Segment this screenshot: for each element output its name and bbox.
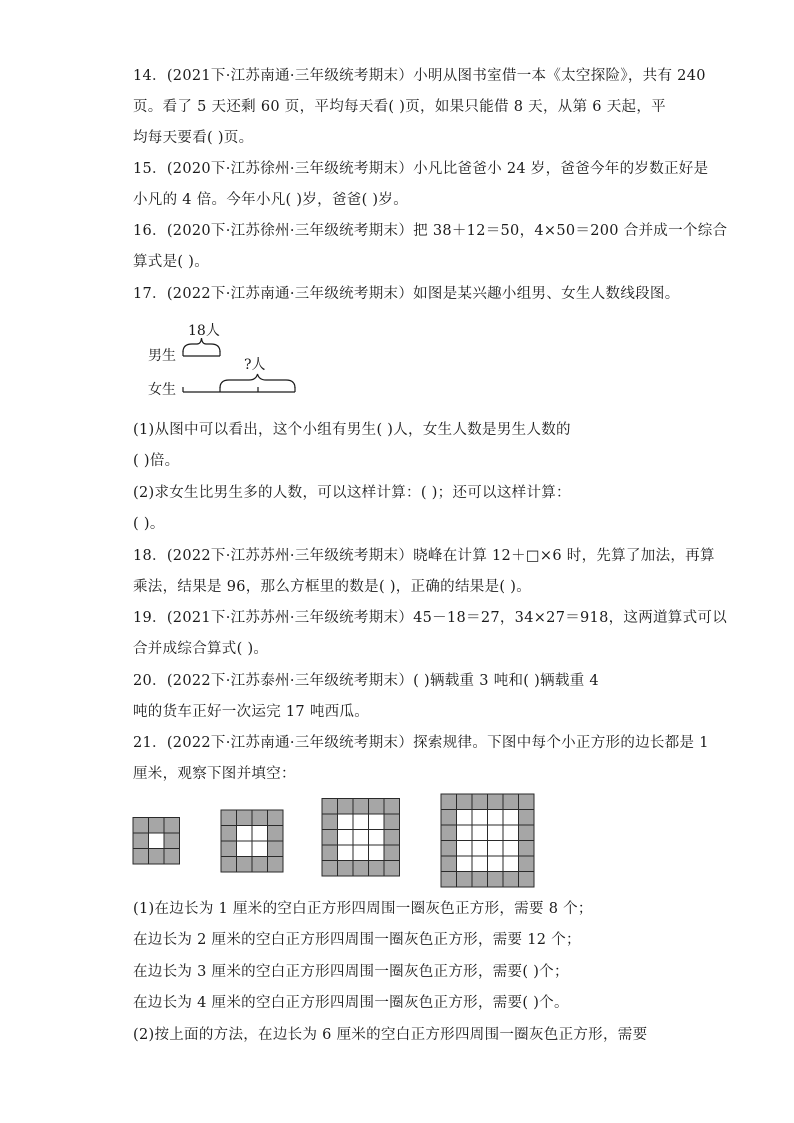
gray-cell [237,857,253,873]
white-cell [369,814,385,830]
square-figure-1 [133,818,180,865]
white-cell [353,830,369,846]
gray-cell [149,849,165,865]
white-cell [353,845,369,861]
q16-line-1: 16．(2020下·江苏徐州·三年级统考期末）把 38＋12＝50，4×50＝200 合并成一个综合 [133,223,728,239]
white-cell [457,856,473,872]
white-cell [252,841,268,857]
gray-cell [322,845,338,861]
q19-line-2: 合并成综合算式( )。 [133,641,269,657]
q21-sub1-line-4: 在边长为 4 厘米的空白正方形四周围一圈灰色正方形，需要( )个。 [133,995,569,1011]
q20-line-1: 20．(2022下·江苏泰州·三年级统考期末）( )辆载重 3 吨和( )辆载重 4 [133,673,599,689]
gray-cell [268,826,284,842]
gray-cell [441,841,457,857]
q17-sub1-line-2: ( )倍。 [133,453,180,469]
gray-cell [441,872,457,888]
gray-cell [519,841,535,857]
white-cell [149,833,165,849]
gray-cell [519,794,535,810]
white-cell [503,810,519,826]
gray-cell [252,857,268,873]
gray-cell [519,810,535,826]
gray-cell [384,799,400,815]
gray-cell [268,810,284,826]
gray-cell [268,857,284,873]
gray-cell [322,861,338,877]
gray-cell [472,794,488,810]
white-cell [353,814,369,830]
gray-cell [237,810,253,826]
gray-cell [322,799,338,815]
unknown-count-label: ?人 [244,357,266,373]
boys-label: 男生 [148,348,176,364]
gray-cell [519,872,535,888]
gray-cell [268,841,284,857]
gray-cell [164,849,180,865]
white-cell [503,825,519,841]
white-cell [472,825,488,841]
q14-line-3: 均每天要看( )页。 [133,130,254,146]
q18-line-2: 乘法，结果是 96，那么方框里的数是( )，正确的结果是( )。 [133,579,532,595]
gray-cell [441,794,457,810]
gray-cell [519,825,535,841]
gray-cell [488,794,504,810]
gray-cell [488,872,504,888]
gray-cell [149,818,165,834]
white-cell [338,814,354,830]
gray-cell [338,861,354,877]
q21-sub1-line-2: 在边长为 2 厘米的空白正方形四周围一圈灰色正方形，需要 12 个； [133,932,581,948]
white-cell [369,845,385,861]
gray-cell [384,845,400,861]
square-figure-3 [322,799,400,877]
gray-cell [221,857,237,873]
gray-cell [384,861,400,877]
white-cell [472,856,488,872]
q17-sub2-line-1: (2)求女生比男生多的人数，可以这样计算：( )；还可以这样计算： [133,485,571,501]
gray-cell [221,841,237,857]
q17-sub1-line-1: (1)从图中可以看出，这个小组有男生( )人，女生人数是男生人数的 [133,422,571,438]
square-figure-2 [221,810,283,872]
gray-cell [369,799,385,815]
gray-cell [252,810,268,826]
q18-line-1: 18．(2022下·江苏苏州·三年级统考期末）晓峰在计算 12＋□×6 时，先算了加法，再算 [133,548,715,564]
white-cell [237,826,253,842]
gray-cell [322,830,338,846]
gray-cell [221,810,237,826]
q17-line-1: 17．(2022下·江苏南通·三年级统考期末）如图是某兴趣小组男、女生人数线段图。 [133,286,680,302]
gray-cell [503,794,519,810]
white-cell [237,841,253,857]
white-cell [488,825,504,841]
gray-cell [133,818,149,834]
q15-line-2: 小凡的 4 倍。今年小凡( )岁，爸爸( )岁。 [133,192,408,208]
white-cell [488,810,504,826]
gray-cell [133,833,149,849]
gray-cell [221,826,237,842]
q21-line-1: 21．(2022下·江苏南通·三年级统考期末）探索规律。下图中每个小正方形的边长都是 1 [133,735,709,751]
q21-sub1-line-1: (1)在边长为 1 厘米的空白正方形四周围一圈灰色正方形，需要 8 个； [133,901,593,917]
gray-cell [353,799,369,815]
white-cell [369,830,385,846]
white-cell [503,856,519,872]
gray-cell [441,856,457,872]
gray-cell [519,856,535,872]
girls-label: 女生 [148,382,176,398]
white-cell [472,841,488,857]
q21-line-2: 厘米，观察下图并填空： [133,766,296,782]
q20-line-2: 吨的货车正好一次运完 17 吨西瓜。 [133,704,370,720]
gray-cell [384,814,400,830]
white-cell [457,810,473,826]
white-cell [338,830,354,846]
q19-line-1: 19．(2021下·江苏苏州·三年级统考期末）45－18＝27，34×27＝918，这两道算式可以 [133,610,728,626]
q14-line-1: 14．(2021下·江苏南通·三年级统考期末）小明从图书室借一本《太空探险》，共有 240 [133,68,706,84]
white-cell [472,810,488,826]
square-figure-4 [441,794,534,887]
gray-cell [457,872,473,888]
white-cell [488,841,504,857]
gray-cell [164,833,180,849]
gray-cell [338,799,354,815]
white-cell [488,856,504,872]
gray-cell [133,849,149,865]
gray-cell [503,872,519,888]
gray-cell [164,818,180,834]
gray-cell [369,861,385,877]
white-cell [252,826,268,842]
gray-cell [384,830,400,846]
white-cell [457,825,473,841]
gray-cell [322,814,338,830]
gray-cell [472,872,488,888]
q17-sub2-line-2: ( )。 [133,516,165,532]
white-cell [503,841,519,857]
q14-line-2: 页。看了 5 天还剩 60 页，平均每天看( )页，如果只能借 8 天，从第 6 天起，平 [133,99,666,115]
gray-cell [457,794,473,810]
boys-count-label: 18人 [188,323,220,339]
q21-sub1-line-3: 在边长为 3 厘米的空白正方形四周围一圈灰色正方形，需要( )个； [133,964,569,980]
gray-cell [441,810,457,826]
q16-line-2: 算式是( )。 [133,254,210,270]
q15-line-1: 15．(2020下·江苏徐州·三年级统考期末）小凡比爸爸小 24 岁，爸爸今年的岁数正好是 [133,161,709,177]
white-cell [457,841,473,857]
gray-cell [441,825,457,841]
gray-cell [353,861,369,877]
white-cell [338,845,354,861]
q21-sub2-line-1: (2)按上面的方法，在边长为 6 厘米的空白正方形四周围一圈灰色正方形，需要 [133,1027,648,1043]
